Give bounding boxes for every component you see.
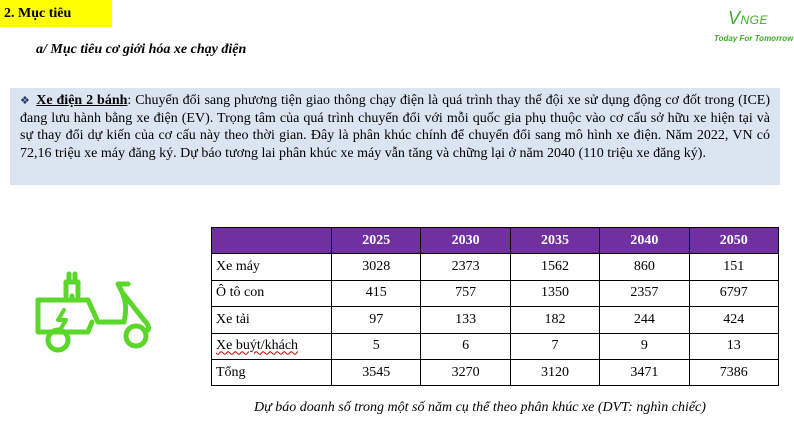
info-text: : Chuyển đổi sang phương tiện giao thông chạy điện là quá trình thay thế đội xe sử dụng động cơ đốt trong (ICE) đang lưu hành bằng xe điện (EV). Trọng tâm của quá trình chuyển đổi với mỗi quốc gia phụ thuộc vào cơ cấu sở hữu xe hiện tại và sự thay đổi dự kiến của cơ cấu này theo thời gian. Đây là phân khúc chính để chuyển đổi sang mô hình xe điện. Năm 2022, VN có 72,16 triệu xe máy đăng ký. Dự báo tương lai phân khúc xe máy vẫn tăng và chững lại ở năm 2040 (110 triệu xe đăng ký). — [20, 93, 770, 161]
electric-scooter-plug-icon — [32, 270, 156, 356]
logo-mark: VNGE — [728, 8, 769, 28]
table-cell: 2357 — [600, 280, 689, 306]
table-cell: 3028 — [332, 254, 421, 280]
row-label: Ô tô con — [212, 280, 332, 306]
table-cell: 3120 — [510, 359, 599, 385]
info-lead: Xe điện 2 bánh — [36, 93, 128, 108]
column-header: 2035 — [510, 228, 599, 254]
row-label: Xe tải — [212, 307, 332, 333]
table-cell: 7386 — [689, 359, 778, 385]
table-cell: 6797 — [689, 280, 778, 306]
info-box — [10, 88, 780, 185]
table-row — [212, 333, 779, 359]
row-label: Tổng — [212, 359, 332, 385]
table-cell: 7 — [510, 333, 599, 359]
table-cell: 133 — [421, 307, 510, 333]
table-row — [212, 280, 779, 306]
table-cell: 415 — [332, 280, 421, 306]
table-cell: 1562 — [510, 254, 599, 280]
table-cell: 1350 — [510, 280, 599, 306]
table-cell: 860 — [600, 254, 689, 280]
column-header — [212, 228, 332, 254]
brand-logo — [712, 8, 794, 48]
table-cell: 3545 — [332, 359, 421, 385]
table-row — [212, 359, 779, 385]
column-header: 2050 — [689, 228, 778, 254]
table-cell: 182 — [510, 307, 599, 333]
table-row — [212, 307, 779, 333]
table-cell: 151 — [689, 254, 778, 280]
table-header-row — [212, 228, 779, 254]
row-label: Xe máy — [212, 254, 332, 280]
table-cell: 97 — [332, 307, 421, 333]
table-cell: 9 — [600, 333, 689, 359]
table-row — [212, 254, 779, 280]
subsection-title: a/ Mục tiêu cơ giới hóa xe chạy điện — [36, 42, 247, 57]
table-cell: 244 — [600, 307, 689, 333]
table-cell: 3270 — [421, 359, 510, 385]
column-header: 2025 — [332, 228, 421, 254]
section-title: 2. Mục tiêu — [0, 0, 112, 27]
table-cell: 13 — [689, 333, 778, 359]
table-caption: Dự báo doanh số trong một số năm cụ thể theo phân khúc xe (DVT: nghìn chiếc) — [254, 400, 706, 415]
table-cell: 2373 — [421, 254, 510, 280]
table-cell: 424 — [689, 307, 778, 333]
table-cell: 757 — [421, 280, 510, 306]
table-cell: 5 — [332, 333, 421, 359]
column-header: 2040 — [600, 228, 689, 254]
row-label: Xe buýt/khách — [212, 333, 332, 359]
forecast-table — [211, 227, 779, 386]
logo-tagline: Today For Tomorrow — [714, 34, 794, 43]
table-cell: 6 — [421, 333, 510, 359]
diamond-bullet-icon: ❖ — [20, 94, 31, 107]
table-cell: 3471 — [600, 359, 689, 385]
column-header: 2030 — [421, 228, 510, 254]
